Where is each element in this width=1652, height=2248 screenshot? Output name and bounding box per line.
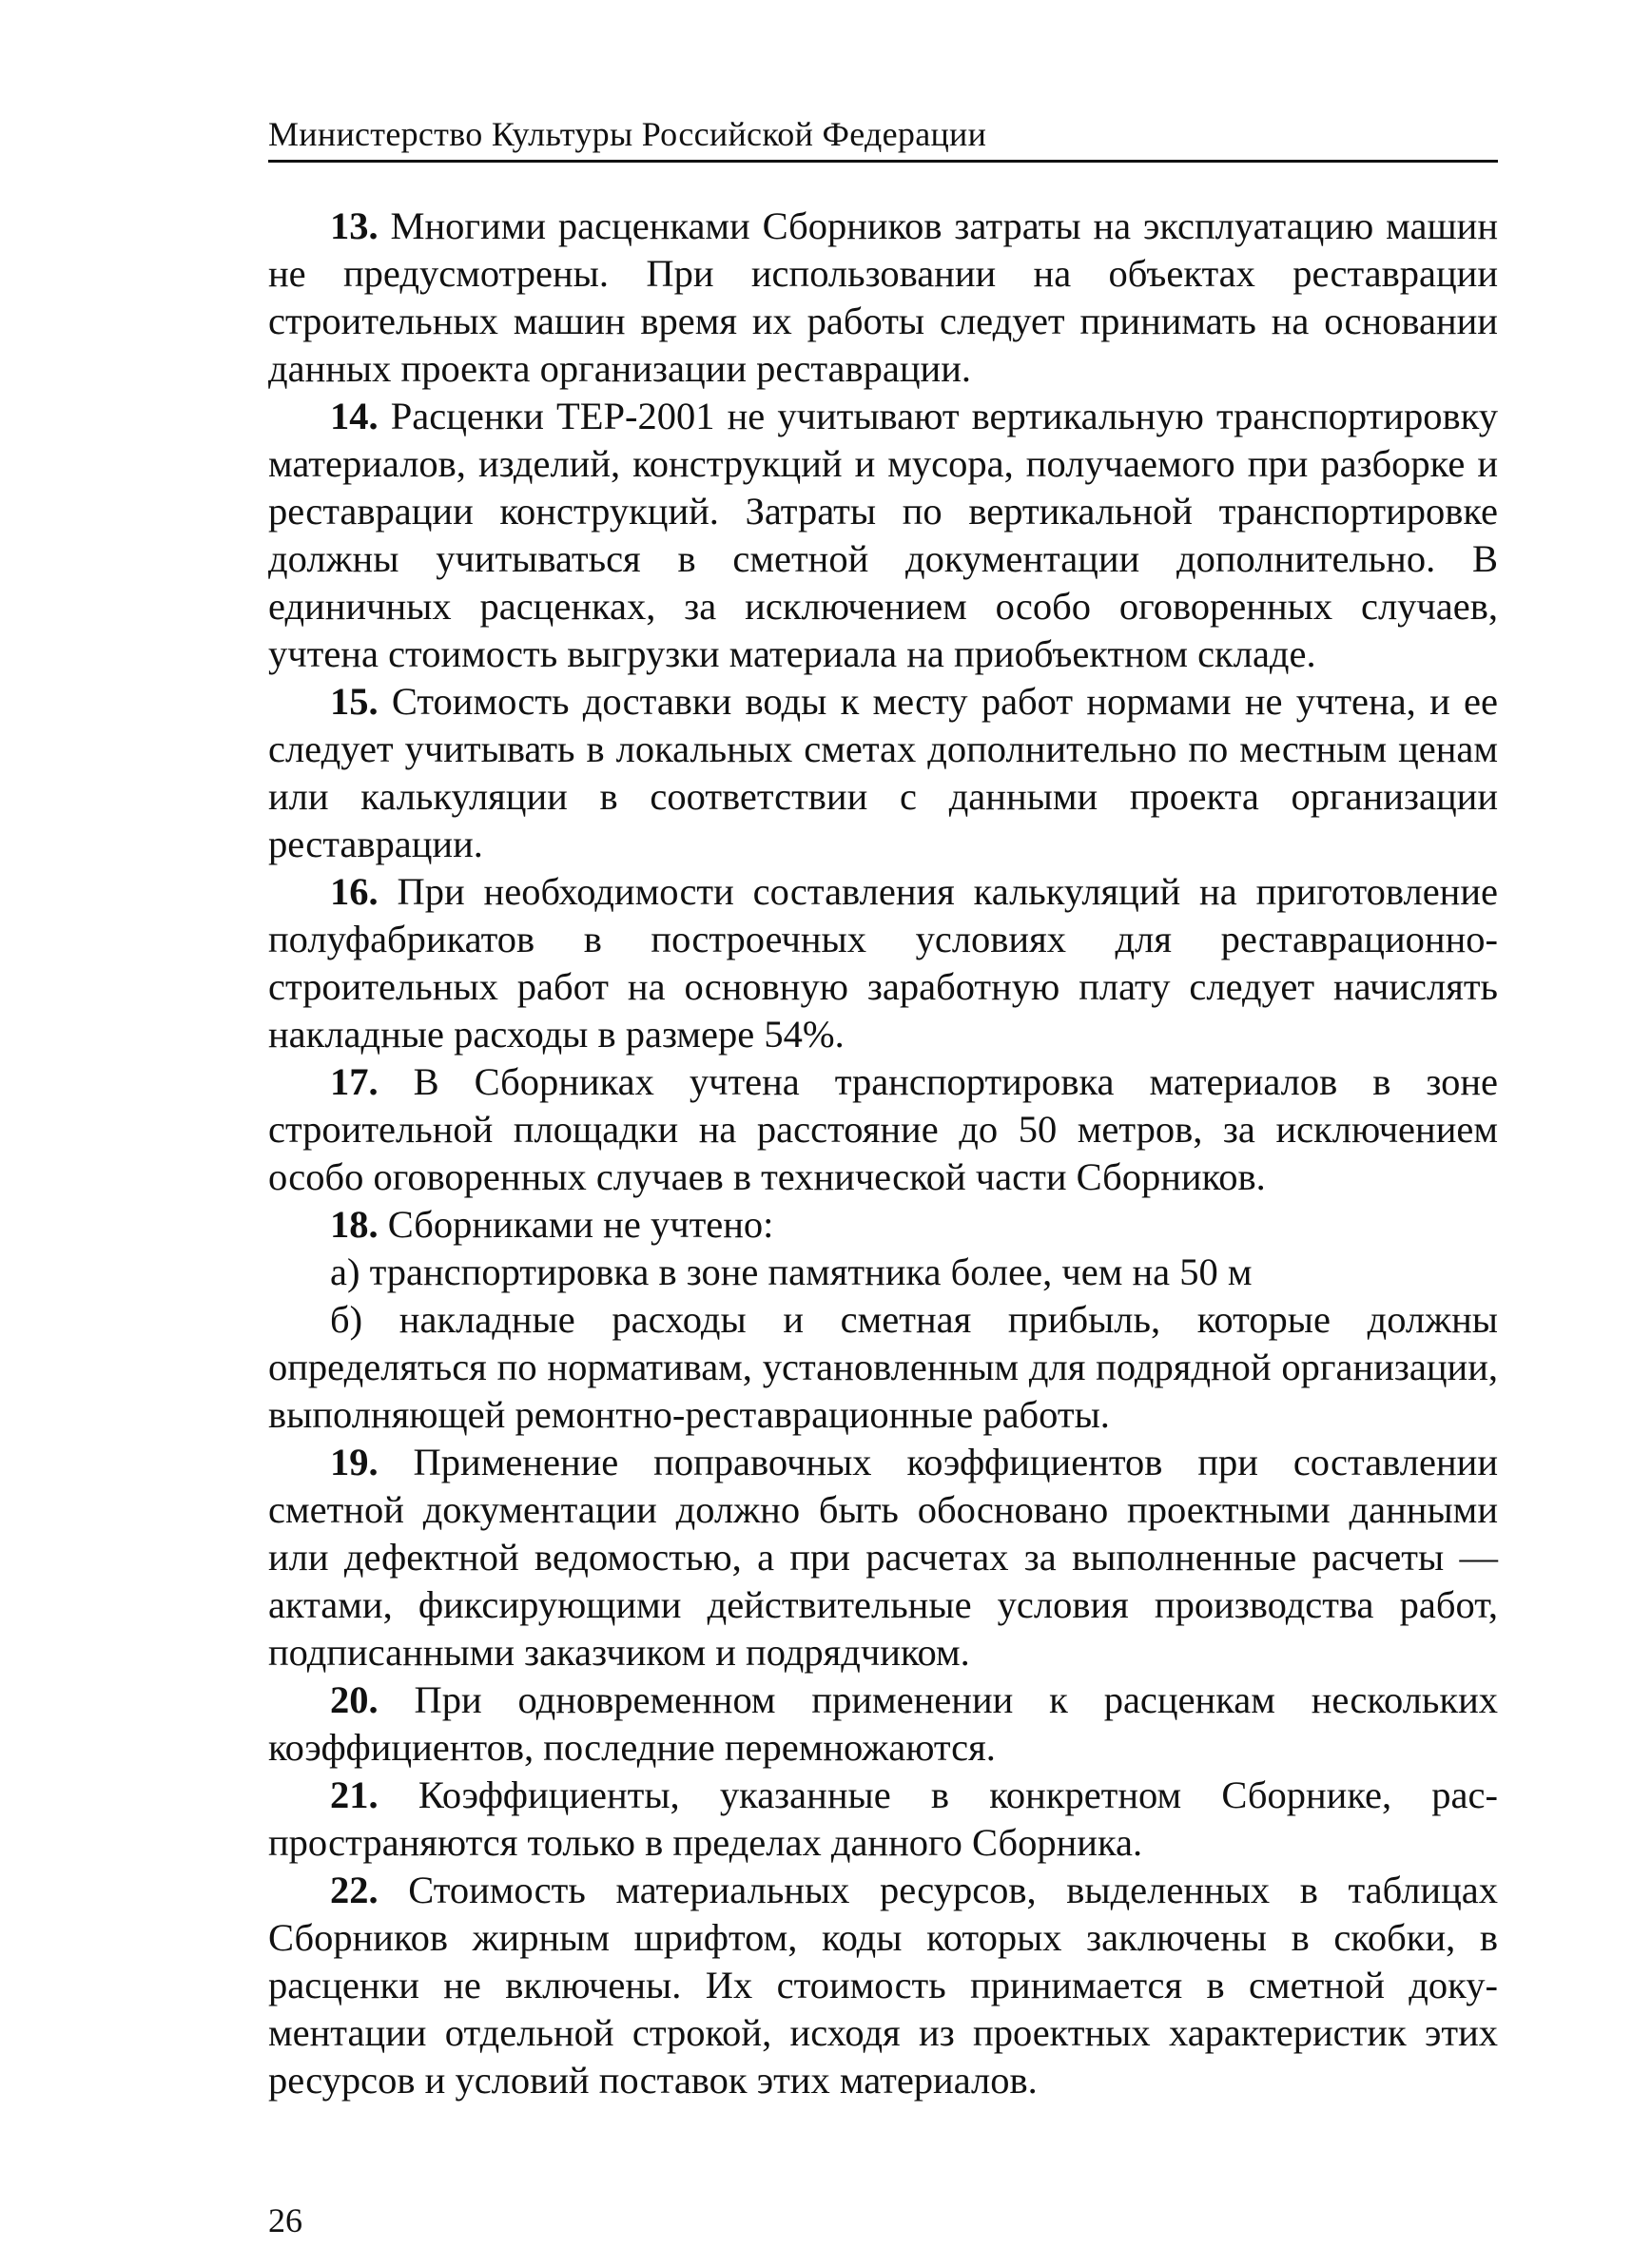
subitem-text: транспортировка в зоне памятника более, чем на 50 м: [369, 1250, 1253, 1293]
subitem-b: [268, 1296, 1498, 1439]
paragraph-text: Расценки ТЕР-2001 не учитывают вертикальную транспортировку материалов, изделий, конструкций и мусора, получаемого при разборке и реставрации конструкций. Затраты по вертикальной транспортировке должны учитываться в сметной документации дополнительно. В единичных расценках, за исключением особо оговоренных случаев, учтена стоимость выгрузки материала на приобъектном складе.: [268, 395, 1498, 675]
document-page: [268, 112, 1498, 2104]
paragraph-19: [268, 1439, 1498, 1676]
paragraph-number: 15.: [330, 680, 379, 723]
paragraph-number: 14.: [330, 395, 379, 437]
document-body: [268, 203, 1498, 2104]
paragraph-number: 16.: [330, 870, 379, 913]
page-number: 26: [268, 2201, 302, 2239]
paragraph-16: [268, 868, 1498, 1058]
paragraph-text: При необходимости составления калькуляций на приготовление полуфабрикатов в построечных условиях для реставрационно-строительных работ на основную заработную плату следует начислять накладные расходы в размере 54%.: [268, 870, 1498, 1056]
paragraph-text: Коэффициенты, указанные в конкретном Сборнике, распространяются только в пределах данного Сборника.: [268, 1773, 1499, 1864]
paragraph-21: [268, 1772, 1498, 1867]
paragraph-number: 21.: [330, 1773, 379, 1816]
paragraph-18: [268, 1201, 1498, 1249]
subitem-label: б): [330, 1298, 363, 1341]
paragraph-text: Стоимость доставки воды к месту работ нормами не учтена, и ее следует учитывать в локальных сметах дополнительно по местным ценам или калькуляции в соответствии с данными проекта организации реставрации.: [268, 680, 1498, 865]
paragraph-number: 13.: [330, 204, 379, 247]
paragraph-13: [268, 203, 1498, 393]
paragraph-number: 19.: [330, 1441, 379, 1483]
paragraph-text: Сборниками не учтено:: [387, 1203, 774, 1246]
paragraph-text: Применение поправочных коэффициентов при составлении сметной документации должно быть обосновано проектными данными или дефектной ведомостью, а при расчетах за выполненные расчеты — актами, фиксирующими действительные условия производства работ, подписанными заказчиком и подрядчиком.: [268, 1441, 1498, 1674]
paragraph-number: 17.: [330, 1060, 379, 1103]
paragraph-number: 20.: [330, 1678, 379, 1721]
paragraph-text: Стоимость материальных ресурсов, выделенных в таблицах Сборников жирным шрифтом, коды которых заключены в скобки, в расценки не включены. Их стоимость принимается в сметной документации отдельной строкой, исходя из проектных характеристик этих ресурсов и условий поставок этих материалов.: [268, 1869, 1498, 2102]
paragraph-15: [268, 678, 1498, 868]
subitem-label: а): [330, 1250, 360, 1293]
paragraph-number: 18.: [330, 1203, 379, 1246]
paragraph-17: [268, 1058, 1498, 1201]
paragraph-number: 22.: [330, 1869, 379, 1911]
paragraph-text: При одновременном применении к расценкам нескольких коэффициентов, последние перемножаются.: [268, 1678, 1498, 1769]
paragraph-22: [268, 1867, 1498, 2104]
paragraph-text: В Сборниках учтена транспортировка материалов в зоне строительной площадки на расстояние до 50 метров, за исключением особо оговоренных случаев в технической части Сборников.: [268, 1060, 1499, 1198]
paragraph-text: Многими расценками Сборников затраты на эксплуатацию машин не предусмотрены. При использовании на объектах реставрации строительных машин время их работы следует принимать на основании данных проекта организации реставрации.: [268, 204, 1499, 390]
running-header: Министерство Культуры Российской Федерации: [268, 112, 1498, 163]
paragraph-14: [268, 393, 1498, 678]
paragraph-20: [268, 1676, 1498, 1772]
subitem-a: [268, 1249, 1498, 1296]
subitem-text: накладные расходы и сметная прибыль, которые должны определяться по нормативам, установленным для подрядной организации, выполняющей ремонтно-реставрационные работы.: [268, 1298, 1499, 1436]
